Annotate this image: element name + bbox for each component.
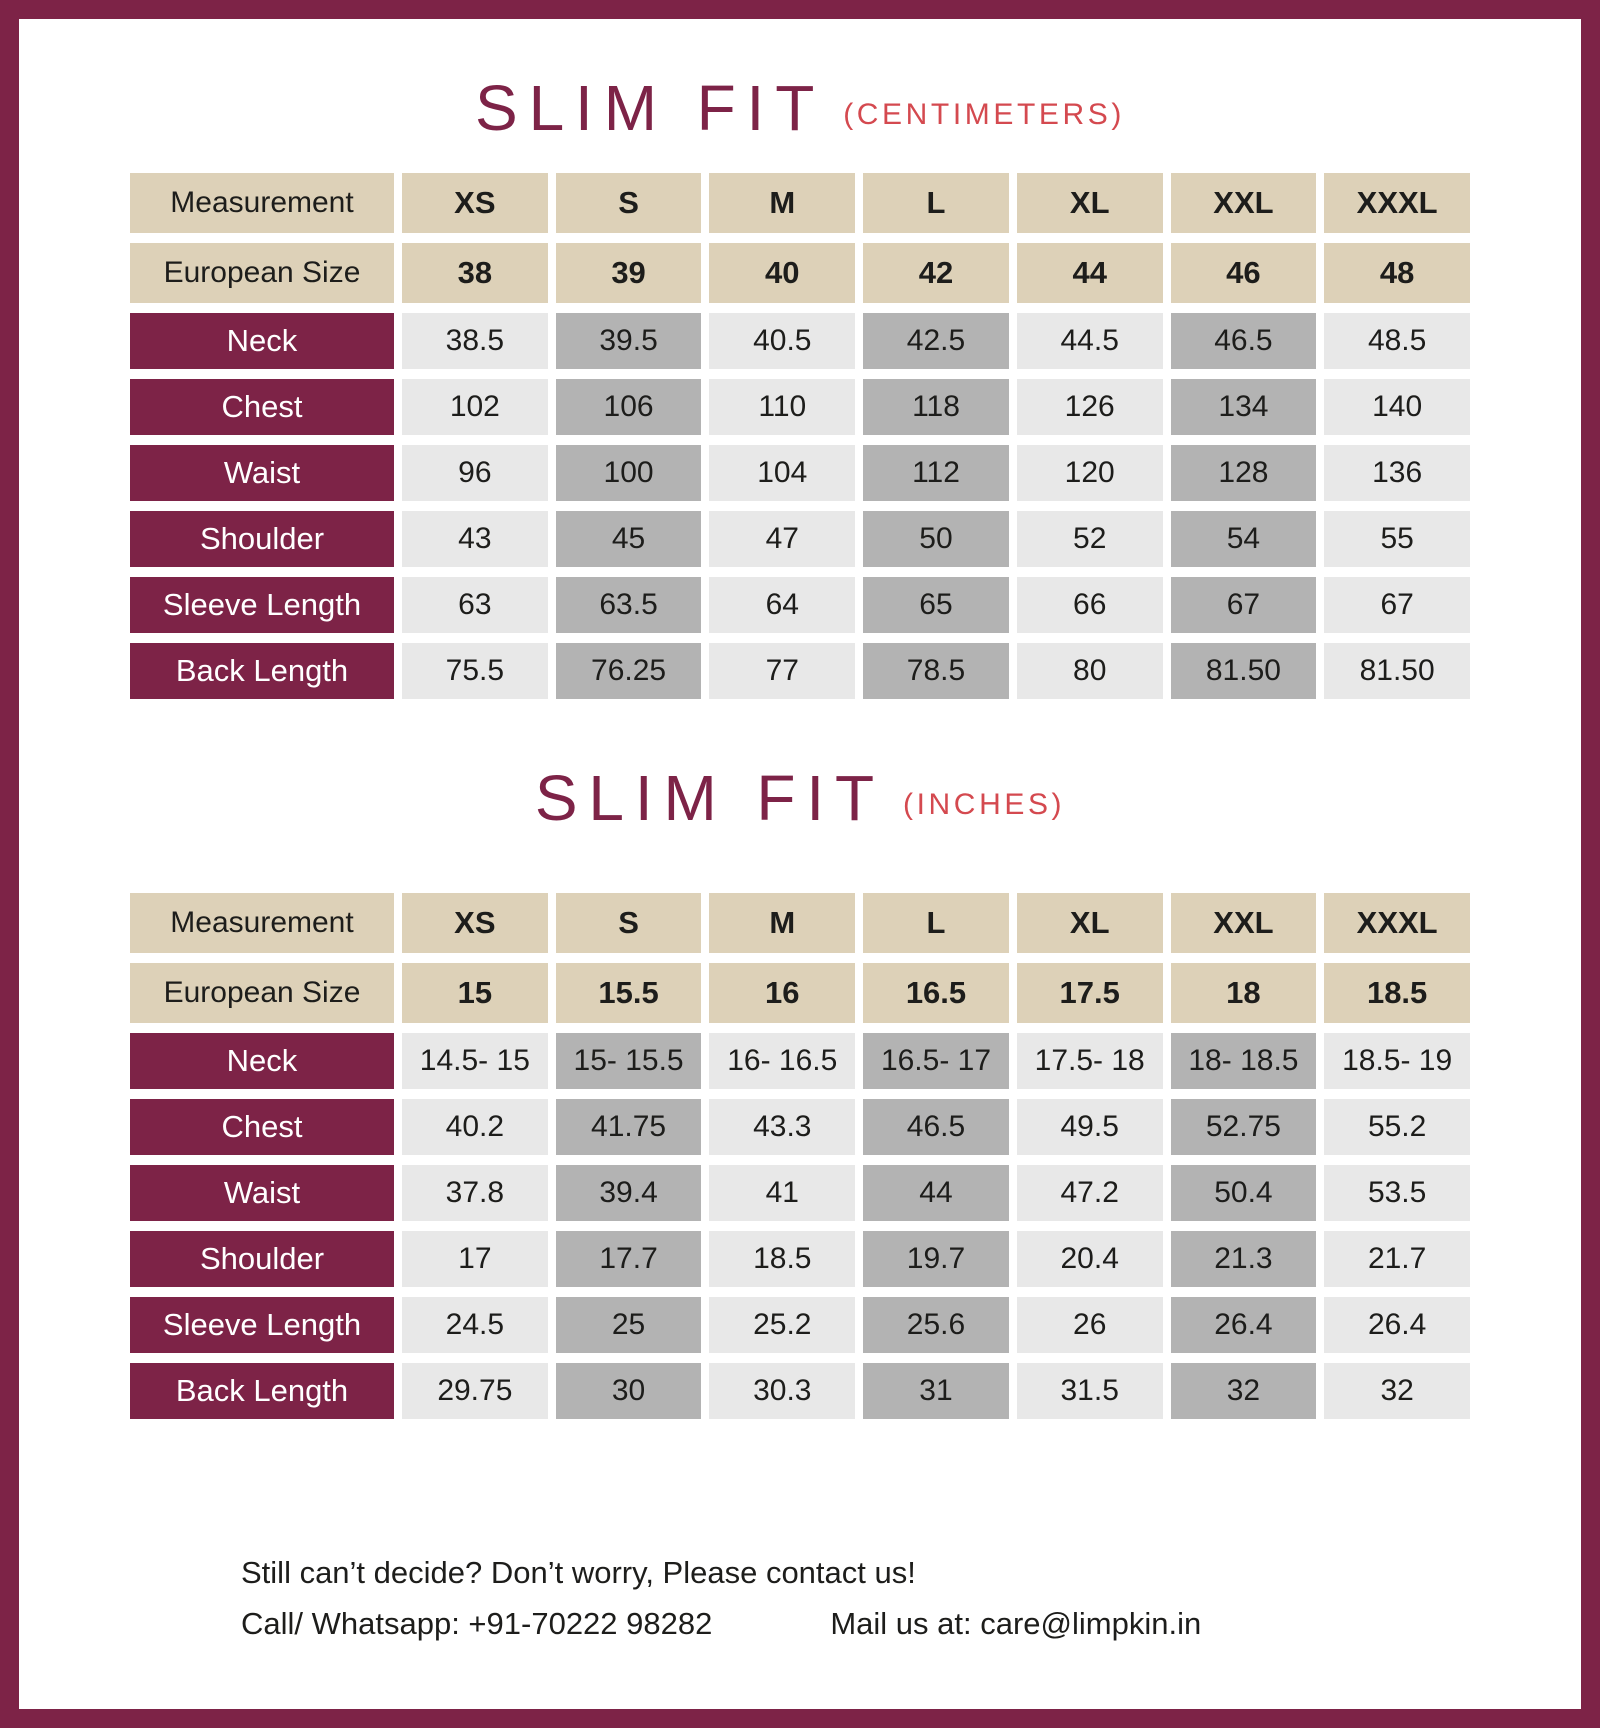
european-size-value: 16 [709, 963, 855, 1023]
measurement-value: 38.5 [402, 313, 548, 369]
row-label-neck: Neck [130, 313, 394, 369]
european-size-value: 46 [1171, 243, 1317, 303]
measurement-value: 64 [709, 577, 855, 633]
size-header-xl: XL [1017, 173, 1163, 233]
measurement-value: 100 [556, 445, 702, 501]
measurement-value: 54 [1171, 511, 1317, 567]
row-label-waist: Waist [130, 1165, 394, 1221]
measurement-value: 126 [1017, 379, 1163, 435]
size-header-xxxl: XXXL [1324, 173, 1470, 233]
size-table-section-centimeters [130, 71, 1470, 699]
header-measurement-label: Measurement [130, 173, 394, 233]
measurement-value: 78.5 [863, 643, 1009, 699]
measurement-value: 104 [709, 445, 855, 501]
table-title-centimeters [130, 71, 1470, 145]
measurement-value: 40.2 [402, 1099, 548, 1155]
measurement-value: 45 [556, 511, 702, 567]
european-size-value: 40 [709, 243, 855, 303]
measurement-value: 134 [1171, 379, 1317, 435]
title-unit-label: (CENTIMETERS) [843, 98, 1125, 131]
measurement-value: 26 [1017, 1297, 1163, 1353]
size-header-xl: XL [1017, 893, 1163, 953]
measurement-value: 43.3 [709, 1099, 855, 1155]
measurement-value: 53.5 [1324, 1165, 1470, 1221]
size-header-l: L [863, 173, 1009, 233]
measurement-value: 39.4 [556, 1165, 702, 1221]
measurement-value: 31.5 [1017, 1363, 1163, 1419]
measurement-value: 37.8 [402, 1165, 548, 1221]
table-title-inches [130, 761, 1470, 835]
size-header-l: L [863, 893, 1009, 953]
size-chart-content [19, 71, 1581, 1649]
measurement-value: 42.5 [863, 313, 1009, 369]
measurement-value: 140 [1324, 379, 1470, 435]
footer [241, 1547, 1470, 1649]
size-grid-centimeters [130, 173, 1470, 699]
measurement-value: 65 [863, 577, 1009, 633]
size-header-s: S [556, 893, 702, 953]
measurement-value: 44 [863, 1165, 1009, 1221]
row-label-back-length: Back Length [130, 1363, 394, 1419]
measurement-value: 41 [709, 1165, 855, 1221]
title-text: SLIM FIT [534, 762, 886, 834]
measurement-value: 75.5 [402, 643, 548, 699]
row-label-shoulder: Shoulder [130, 1231, 394, 1287]
size-header-s: S [556, 173, 702, 233]
measurement-value: 110 [709, 379, 855, 435]
measurement-value: 15- 15.5 [556, 1033, 702, 1089]
row-label-shoulder: Shoulder [130, 511, 394, 567]
size-header-xs: XS [402, 173, 548, 233]
measurement-value: 29.75 [402, 1363, 548, 1419]
measurement-value: 21.3 [1171, 1231, 1317, 1287]
measurement-value: 52.75 [1171, 1099, 1317, 1155]
row-label-sleeve-length: Sleeve Length [130, 1297, 394, 1353]
measurement-value: 47 [709, 511, 855, 567]
measurement-value: 21.7 [1324, 1231, 1470, 1287]
measurement-value: 14.5- 15 [402, 1033, 548, 1089]
european-size-label: European Size [130, 243, 394, 303]
footer-contact-email: Mail us at: care@limpkin.in [830, 1606, 1202, 1642]
measurement-value: 81.50 [1171, 643, 1317, 699]
measurement-value: 81.50 [1324, 643, 1470, 699]
european-size-value: 15.5 [556, 963, 702, 1023]
title-text: SLIM FIT [475, 72, 826, 144]
measurement-value: 44.5 [1017, 313, 1163, 369]
european-size-value: 44 [1017, 243, 1163, 303]
european-size-value: 38 [402, 243, 548, 303]
european-size-value: 16.5 [863, 963, 1009, 1023]
measurement-value: 30.3 [709, 1363, 855, 1419]
size-grid-inches [130, 893, 1470, 1419]
size-header-m: M [709, 173, 855, 233]
measurement-value: 46.5 [1171, 313, 1317, 369]
row-label-chest: Chest [130, 1099, 394, 1155]
european-size-value: 39 [556, 243, 702, 303]
measurement-value: 55.2 [1324, 1099, 1470, 1155]
measurement-value: 17.5- 18 [1017, 1033, 1163, 1089]
european-size-value: 18 [1171, 963, 1317, 1023]
measurement-value: 39.5 [556, 313, 702, 369]
measurement-value: 16.5- 17 [863, 1033, 1009, 1089]
measurement-value: 17.7 [556, 1231, 702, 1287]
european-size-value: 18.5 [1324, 963, 1470, 1023]
measurement-value: 30 [556, 1363, 702, 1419]
european-size-value: 48 [1324, 243, 1470, 303]
size-header-xxl: XXL [1171, 893, 1317, 953]
measurement-value: 18- 18.5 [1171, 1033, 1317, 1089]
footer-help-text: Still can’t decide? Don’t worry, Please contact us! [241, 1555, 916, 1590]
measurement-value: 66 [1017, 577, 1163, 633]
measurement-value: 25.6 [863, 1297, 1009, 1353]
measurement-value: 112 [863, 445, 1009, 501]
measurement-value: 120 [1017, 445, 1163, 501]
tables-root [130, 71, 1470, 1419]
footer-contact-line [241, 1598, 1470, 1649]
measurement-value: 46.5 [863, 1099, 1009, 1155]
size-table-section-inches [130, 761, 1470, 1419]
measurement-value: 49.5 [1017, 1099, 1163, 1155]
european-size-value: 17.5 [1017, 963, 1163, 1023]
measurement-value: 63.5 [556, 577, 702, 633]
size-header-m: M [709, 893, 855, 953]
european-size-value: 42 [863, 243, 1009, 303]
measurement-value: 19.7 [863, 1231, 1009, 1287]
size-header-xs: XS [402, 893, 548, 953]
measurement-value: 31 [863, 1363, 1009, 1419]
measurement-value: 43 [402, 511, 548, 567]
measurement-value: 18.5- 19 [1324, 1033, 1470, 1089]
footer-contact-phone: Call/ Whatsapp: +91-70222 98282 [241, 1606, 713, 1642]
row-label-sleeve-length: Sleeve Length [130, 577, 394, 633]
measurement-value: 67 [1171, 577, 1317, 633]
measurement-value: 25 [556, 1297, 702, 1353]
measurement-value: 77 [709, 643, 855, 699]
row-label-chest: Chest [130, 379, 394, 435]
measurement-value: 52 [1017, 511, 1163, 567]
size-header-xxxl: XXXL [1324, 893, 1470, 953]
measurement-value: 17 [402, 1231, 548, 1287]
measurement-value: 128 [1171, 445, 1317, 501]
measurement-value: 50.4 [1171, 1165, 1317, 1221]
measurement-value: 24.5 [402, 1297, 548, 1353]
measurement-value: 80 [1017, 643, 1163, 699]
measurement-value: 118 [863, 379, 1009, 435]
measurement-value: 106 [556, 379, 702, 435]
size-header-xxl: XXL [1171, 173, 1317, 233]
measurement-value: 63 [402, 577, 548, 633]
measurement-value: 26.4 [1324, 1297, 1470, 1353]
measurement-value: 41.75 [556, 1099, 702, 1155]
measurement-value: 32 [1171, 1363, 1317, 1419]
measurement-value: 102 [402, 379, 548, 435]
measurement-value: 136 [1324, 445, 1470, 501]
row-label-waist: Waist [130, 445, 394, 501]
european-size-value: 15 [402, 963, 548, 1023]
measurement-value: 25.2 [709, 1297, 855, 1353]
measurement-value: 48.5 [1324, 313, 1470, 369]
measurement-value: 96 [402, 445, 548, 501]
european-size-label: European Size [130, 963, 394, 1023]
measurement-value: 32 [1324, 1363, 1470, 1419]
title-unit-label: (INCHES) [903, 788, 1066, 821]
measurement-value: 50 [863, 511, 1009, 567]
row-label-back-length: Back Length [130, 643, 394, 699]
measurement-value: 76.25 [556, 643, 702, 699]
measurement-value: 16- 16.5 [709, 1033, 855, 1089]
measurement-value: 47.2 [1017, 1165, 1163, 1221]
measurement-value: 67 [1324, 577, 1470, 633]
measurement-value: 26.4 [1171, 1297, 1317, 1353]
measurement-value: 55 [1324, 511, 1470, 567]
header-measurement-label: Measurement [130, 893, 394, 953]
measurement-value: 18.5 [709, 1231, 855, 1287]
measurement-value: 20.4 [1017, 1231, 1163, 1287]
measurement-value: 40.5 [709, 313, 855, 369]
row-label-neck: Neck [130, 1033, 394, 1089]
